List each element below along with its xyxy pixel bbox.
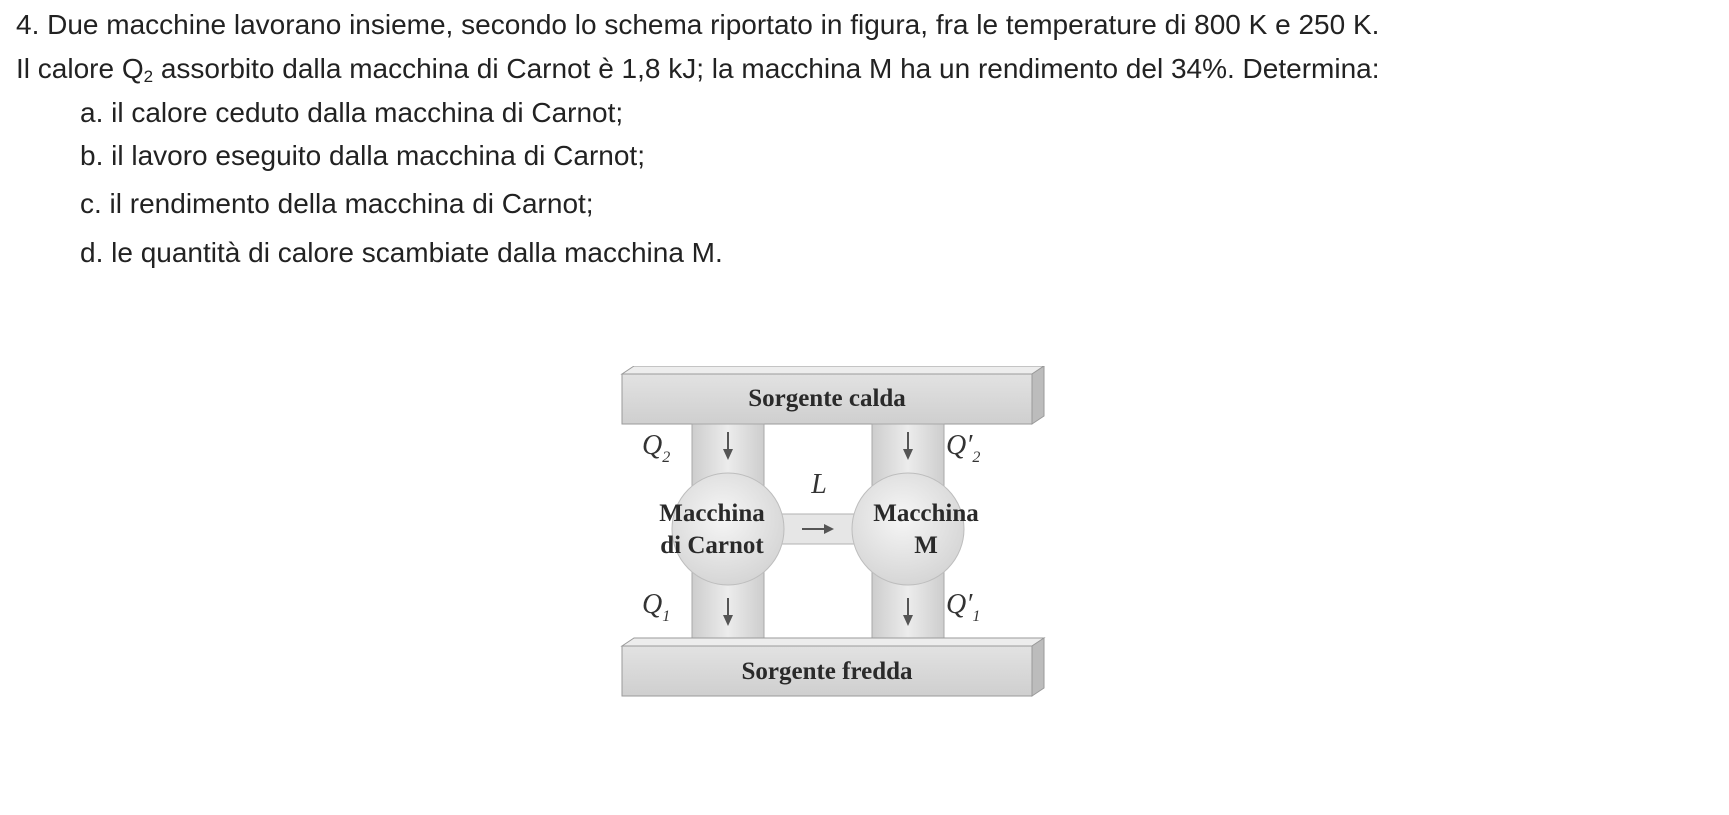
diagram-svg — [620, 366, 1050, 706]
q1p-letter: Q′ — [946, 589, 973, 620]
q1-symbol — [642, 589, 670, 625]
hot-source-bar — [622, 366, 1044, 424]
q1-prime-symbol — [946, 589, 980, 625]
carnot-label-line1: Macchina — [659, 500, 765, 527]
question-item-b: b. il lavoro eseguito dalla macchina di Carnot; — [80, 140, 645, 171]
question-item-c: c. il rendimento della macchina di Carnot; — [80, 188, 594, 219]
hot-source-label: Sorgente calda — [748, 385, 906, 412]
q2p-letter: Q′ — [946, 430, 973, 461]
m-label-line2: M — [914, 532, 938, 559]
line2-suffix: assorbito dalla macchina di Carnot è 1,8 kJ; la macchina M ha un rendimento del 34%. Determina: — [153, 53, 1380, 84]
carnot-label-line2: di Carnot — [660, 532, 764, 559]
q2-prime-symbol — [946, 430, 980, 466]
line2-prefix: Il calore Q — [16, 53, 144, 84]
question-item-a: a. il calore ceduto dalla macchina di Carnot; — [80, 97, 624, 128]
line2-subscript: 2 — [143, 67, 154, 86]
question-item-d: d. le quantità di calore scambiate dalla macchina M. — [80, 237, 723, 268]
q2-symbol — [642, 430, 670, 466]
problem-statement-line-1: 4. Due macchine lavorano insieme, secondo lo schema riportato in figura, fra le temperature di 800 K e 250 K. — [16, 9, 1380, 40]
problem-statement-line-2 — [16, 52, 1380, 94]
m-label-line1: Macchina — [873, 500, 979, 527]
q2-subscript: 2 — [662, 449, 671, 466]
m-engine-circle — [852, 473, 964, 585]
heat-engine-diagram — [620, 366, 1050, 706]
cold-source-label: Sorgente fredda — [741, 658, 913, 685]
work-symbol: L — [811, 469, 827, 500]
carnot-engine-circle — [672, 473, 784, 585]
q1-subscript: 1 — [662, 608, 671, 625]
cold-source-bar — [622, 638, 1044, 696]
q2-letter: Q — [642, 430, 663, 461]
q1p-subscript: 1 — [972, 608, 981, 625]
q2p-subscript: 2 — [972, 449, 981, 466]
q1-letter: Q — [642, 589, 663, 620]
